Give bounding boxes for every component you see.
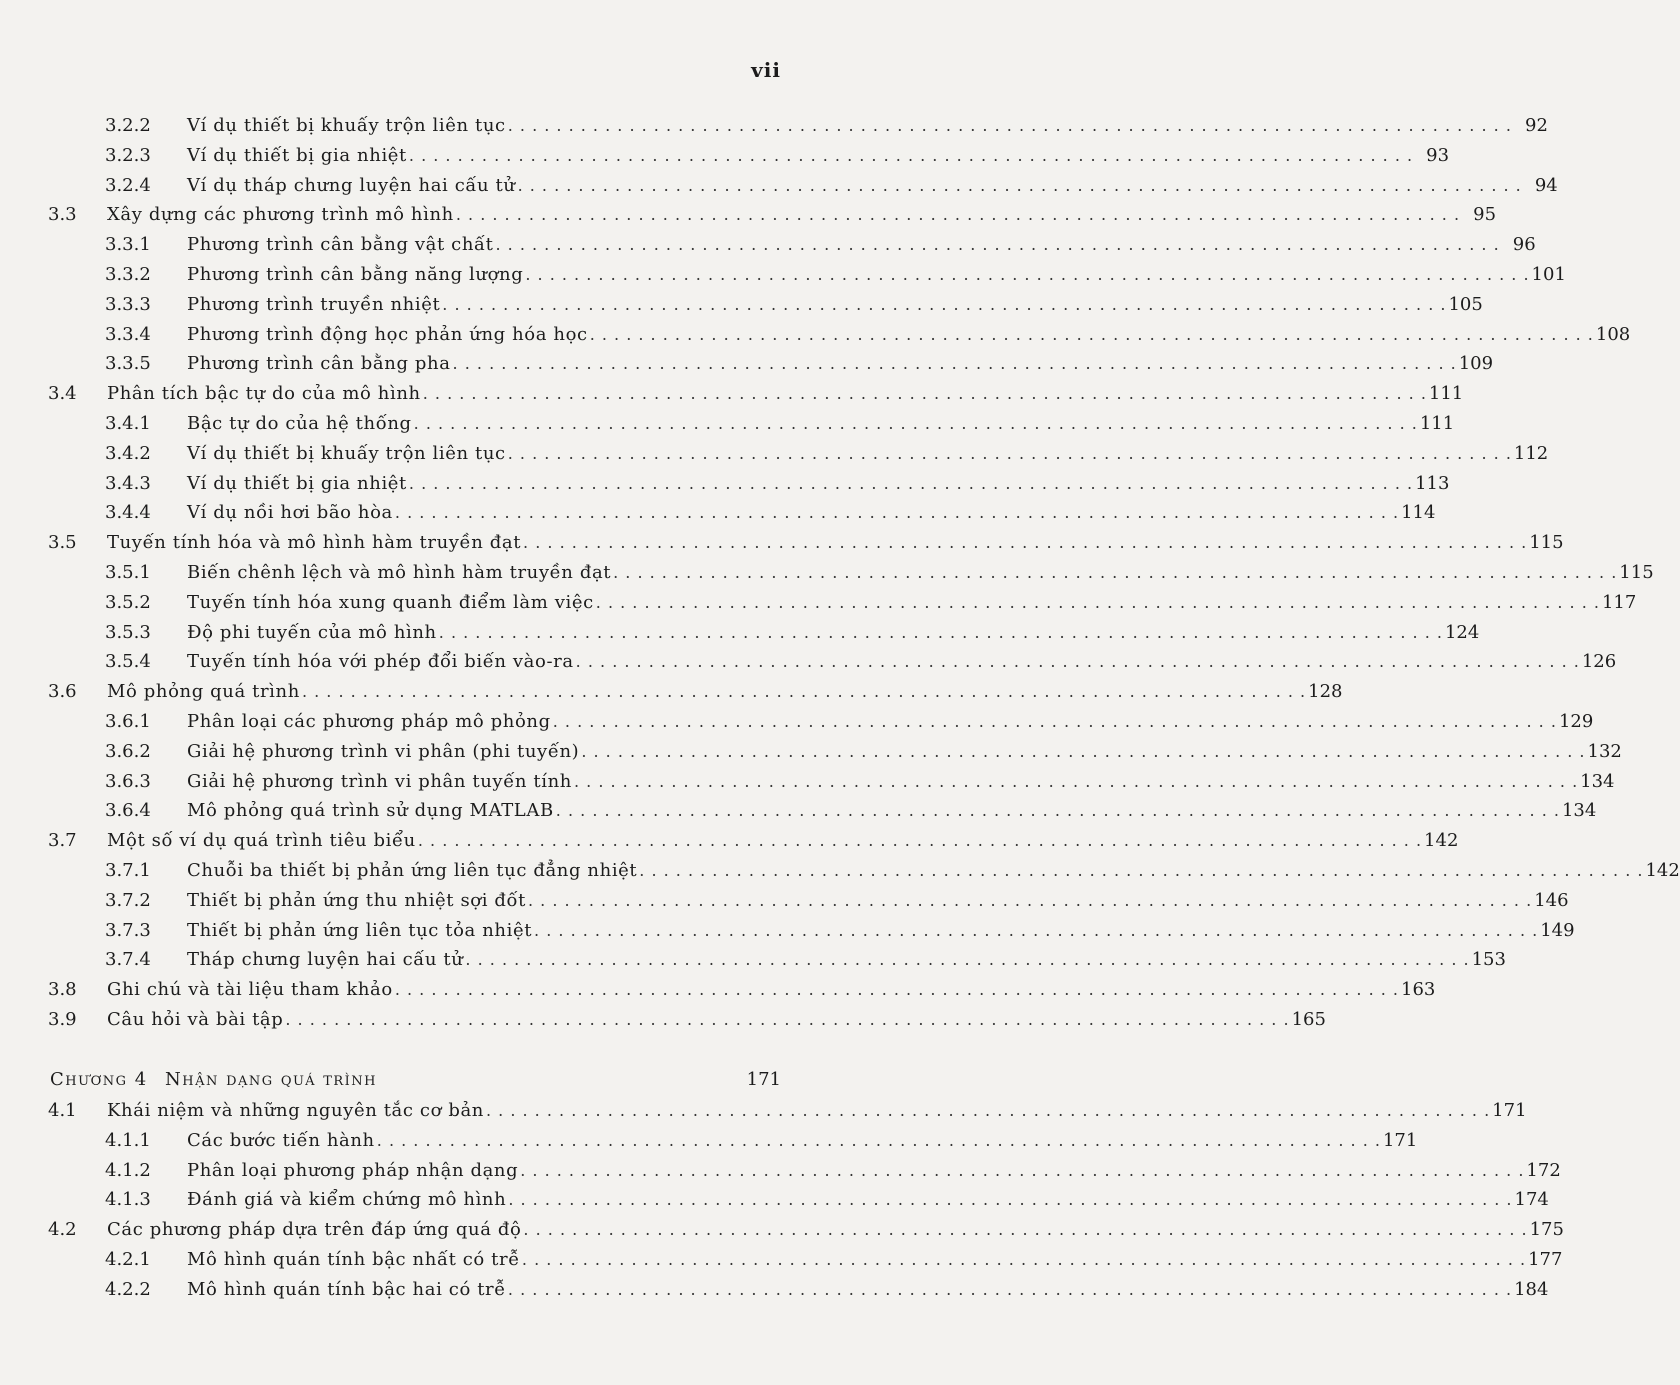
toc-entry-page: 134 <box>1580 771 1615 792</box>
toc-entry-title: Phương trình cân bằng năng lượng <box>187 264 524 285</box>
toc-entry[interactable] <box>0 886 1569 916</box>
toc-entry-page: 174 <box>1514 1189 1549 1210</box>
toc-entry-title: Phương trình truyền nhiệt <box>187 294 441 315</box>
dot-leader: . . . . . . . . . . . . . . . . . . . . . . . . . . . . . . . . . . . . . . . . . . . . . . . . . . . . . . . . . . . . . . . . . . . . . . . . . . . . . . . . . . . <box>438 623 1443 642</box>
toc-entry-number: 3.8 <box>48 979 77 1000</box>
toc-entry-number: 3.4.2 <box>105 443 151 464</box>
toc-entry-page: 92 <box>1525 115 1548 136</box>
dot-leader: . . . . . . . . . . . . . . . . . . . . . . . . . . . . . . . . . . . . . . . . . . . . . . . . . . . . . . . . . . . . . . . . . . . . . . . . . . . . . . . . . . . <box>517 176 1522 195</box>
toc-entry-page: 105 <box>1448 294 1483 315</box>
toc-entry[interactable] <box>0 975 1436 1005</box>
toc-entry-page: 95 <box>1473 204 1497 225</box>
dot-leader: . . . . . . . . . . . . . . . . . . . . . . . . . . . . . . . . . . . . . . . . . . . . . . . . . . . . . . . . . . . . . . . . . . . . . . . . . . . . . . . . . . . <box>417 831 1423 850</box>
toc-entry[interactable] <box>0 260 1566 290</box>
toc-entry-number: 3.5.4 <box>105 651 151 672</box>
page-number: vii <box>751 58 781 82</box>
toc-entry-number: 4.2.2 <box>105 1279 151 1300</box>
toc-entry-number: 4.1.2 <box>105 1160 151 1181</box>
toc-entry[interactable] <box>0 677 1343 707</box>
dot-leader: . . . . . . . . . . . . . . . . . . . . . . . . . . . . . . . . . . . . . . . . . . . . . . . . . . . . . . . . . . . . . . . . . . . . . . . . . . . . . . . . . . . <box>285 1010 1290 1029</box>
dot-leader: . . . . . . . . . . . . . . . . . . . . . . . . . . . . . . . . . . . . . . . . . . . . . . . . . . . . . . . . . . . . . . . . . . . . . . . . . . . . . . . . . . . <box>555 801 1560 820</box>
toc-entry-number: 3.7.3 <box>105 920 151 941</box>
dot-leader: . . . . . . . . . . . . . . . . . . . . . . . . . . . . . . . . . . . . . . . . . . . . . . . . . . . . . . . . . . . . . . . . . . . . . . . . . . . . . . . . . . . <box>589 325 1594 344</box>
toc-entry-number: 3.3.5 <box>105 353 151 374</box>
dot-leader: . . . . . . . . . . . . . . . . . . . . . . . . . . . . . . . . . . . . . . . . . . . . . . . . . . . . . . . . . . . . . . . . . . . . . . . . . . . . . . . . . . . <box>508 1190 1513 1209</box>
toc-entry-title: Ví dụ nồi hơi bão hòa <box>187 502 393 523</box>
toc-entry[interactable] <box>0 1096 1527 1126</box>
toc-entry-title: Xây dựng các phương trình mô hình <box>107 204 454 225</box>
toc-entry-page: 146 <box>1534 890 1569 911</box>
toc-entry-title: Phân loại phương pháp nhận dạng <box>187 1160 519 1181</box>
dot-leader: . . . . . . . . . . . . . . . . . . . . . . . . . . . . . . . . . . . . . . . . . . . . . . . . . . . . . . . . . . . . . . . . . . . . . . . . . . . . . . . . . . . <box>465 950 1470 969</box>
toc-entry[interactable] <box>0 349 1494 379</box>
toc-entry[interactable] <box>0 230 1536 260</box>
toc-entry-number: 4.1.3 <box>105 1189 151 1210</box>
toc-entry[interactable] <box>0 558 1654 588</box>
toc-entry-title: Tháp chưng luyện hai cấu tử <box>187 949 464 970</box>
toc-entry-page: 171 <box>1492 1100 1527 1121</box>
toc-entry-title: Mô phỏng quá trình <box>107 681 300 702</box>
dot-leader: . . . . . . . . . . . . . . . . . . . . . . . . . . . . . . . . . . . . . . . . . . . . . . . . . . . . . . . . . . . . . . . . . . . . . . . . . . . . . . . . . . . <box>376 1131 1381 1150</box>
dot-leader: . . . . . . . . . . . . . . . . . . . . . . . . . . . . . . . . . . . . . . . . . . . . . . . . . . . . . . . . . . . . . . . . . . . . . . . . . . . . . . . . . . . <box>442 295 1447 314</box>
toc-entry-page: 113 <box>1415 473 1450 494</box>
toc-entry-title: Ví dụ thiết bị gia nhiệt <box>187 145 407 166</box>
toc-entry-number: 3.5.1 <box>105 562 151 583</box>
toc-entry-title: Mô phỏng quá trình sử dụng MATLAB <box>187 800 554 821</box>
toc-entry[interactable] <box>0 171 1558 201</box>
toc-entry-title: Bậc tự do của hệ thống <box>187 413 412 434</box>
toc-entry[interactable] <box>0 498 1436 528</box>
toc-entry-page: 101 <box>1531 264 1566 285</box>
dot-leader: . . . . . . . . . . . . . . . . . . . . . . . . . . . . . . . . . . . . . . . . . . . . . . . . . . . . . . . . . . . . . . . . . . . . . . . . . . . . . . . . . . . <box>485 1101 1491 1120</box>
dot-leader: . . . . . . . . . . . . . . . . . . . . . . . . . . . . . . . . . . . . . . . . . . . . . . . . . . . . . . . . . . . . . . . . . . . . . . . . . . . . . . . . . . . <box>528 891 1533 910</box>
dot-leader: . . . . . . . . . . . . . . . . . . . . . . . . . . . . . . . . . . . . . . . . . . . . . . . . . . . . . . . . . . . . . . . . . . . . . . . . . . . . . . . . . . . <box>452 354 1457 373</box>
toc-entry-title: Tuyến tính hóa xung quanh điểm làm việc <box>187 592 594 613</box>
toc-entry-page: 132 <box>1587 741 1622 762</box>
toc-entry[interactable] <box>0 290 1483 320</box>
toc-entry[interactable] <box>0 647 1617 677</box>
toc-entry-page: 171 <box>1382 1130 1418 1151</box>
toc-entry-page: 128 <box>1308 681 1343 702</box>
toc-entry-page: 111 <box>1428 383 1464 404</box>
toc-entry-number: 3.6.3 <box>105 771 151 792</box>
toc-entry-number: 3.5.3 <box>105 622 151 643</box>
chapter-heading[interactable] <box>0 1065 843 1095</box>
toc-entry-page: 109 <box>1458 353 1494 374</box>
toc-entry[interactable] <box>0 737 1622 767</box>
toc-entry[interactable] <box>0 796 1597 826</box>
toc-entry-number: 3.6.2 <box>105 741 151 762</box>
toc-entry[interactable] <box>0 1185 1549 1215</box>
toc-entry-title: Ví dụ thiết bị gia nhiệt <box>187 473 407 494</box>
toc-entry-number: 3.7.4 <box>105 949 151 970</box>
toc-entry-title: Phương trình cân bằng vật chất <box>187 234 494 255</box>
toc-entry-title: Một số ví dụ quá trình tiêu biểu <box>107 830 416 851</box>
toc-entry-title: Ví dụ tháp chưng luyện hai cấu tử <box>187 175 516 196</box>
toc-entry[interactable] <box>0 141 1450 171</box>
dot-leader: . . . . . . . . . . . . . . . . . . . . . . . . . . . . . . . . . . . . . . . . . . . . . . . . . . . . . . . . . . . . . . . . . . . . . . . . . . . . . . . . . . . <box>613 563 1618 582</box>
toc-entry-number: 3.7.1 <box>105 860 151 881</box>
toc-entry[interactable] <box>0 379 1464 409</box>
toc-entry-page: 177 <box>1528 1249 1563 1270</box>
toc-entry-title: Câu hỏi và bài tập <box>107 1009 284 1030</box>
dot-leader: . . . . . . . . . . . . . . . . . . . . . . . . . . . . . . . . . . . . . . . . . . . . . . . . . . . . . . . . . . . . . . . . . . . . . . . . . . . . . . . . . . . <box>413 414 1418 433</box>
dot-leader: . . . . . . . . . . . . . . . . . . . . . . . . . . . . . . . . . . . . . . . . . . . . . . . . . . . . . . . . . . . . . . . . . . . . . . . . . . . . . . . . . . . <box>495 235 1500 254</box>
toc-entry[interactable] <box>0 320 1631 350</box>
toc-entry-title: Thiết bị phản ứng thu nhiệt sợi đốt <box>187 890 526 911</box>
toc-entry-number: 3.3.2 <box>105 264 151 285</box>
toc-entry[interactable] <box>0 945 1506 975</box>
toc-entry[interactable] <box>0 111 1548 141</box>
dot-leader: . . . . . . . . . . . . . . . . . . . . . . . . . . . . . . . . . . . . . . . . . . . . . . . . . . . . . . . . . . . . . . . . . . . . . . . . . . . . . . . . . . . <box>408 146 1414 165</box>
toc-entry-number: 4.2.1 <box>105 1249 151 1270</box>
toc-entry[interactable] <box>0 469 1450 499</box>
chapter-label: Chương 4 <box>50 1069 148 1090</box>
toc-entry-page: 142 <box>1645 860 1680 881</box>
toc-entry-title: Biến chênh lệch và mô hình hàm truyền đạt <box>187 562 612 583</box>
toc-entry-title: Phương trình cân bằng pha <box>187 353 451 374</box>
toc-entry-title: Khái niệm và những nguyên tắc cơ bản <box>107 1100 484 1121</box>
toc-entry[interactable] <box>0 200 1497 230</box>
toc-entry-title: Thiết bị phản ứng liên tục tỏa nhiệt <box>187 920 533 941</box>
dot-leader: . . . . . . . . . . . . . . . . . . . . . . . . . . . . . . . . . . . . . . . . . . . . . . . . . . . . . . . . . . . . . . . . . . . . . . . . . . . . . . . . . . . <box>595 593 1600 612</box>
dot-leader: . . . . . . . . . . . . . . . . . . . . . . . . . . . . . . . . . . . . . . . . . . . . . . . . . . . . . . . . . . . . . . . . . . . . . . . . . . . . . . . . . . . <box>507 444 1512 463</box>
toc-entry-title: Giải hệ phương trình vi phân (phi tuyến) <box>187 741 580 762</box>
toc-entry-title: Phương trình động học phản ứng hóa học <box>187 324 588 345</box>
toc-entry-number: 3.4.1 <box>105 413 151 434</box>
toc-entry-page: 115 <box>1619 562 1654 583</box>
toc-entry-title: Phân loại các phương pháp mô phỏng <box>187 711 551 732</box>
dot-leader: . . . . . . . . . . . . . . . . . . . . . . . . . . . . . . . . . . . . . . . . . . . . . . . . . . . . . . . . . . . . . . . . . . . . . . . . . . . . . . . . . . . <box>301 682 1307 701</box>
toc-entry[interactable] <box>0 528 1564 558</box>
toc-entry-title: Ví dụ thiết bị khuấy trộn liên tục <box>187 443 506 464</box>
toc-entry-title: Mô hình quán tính bậc hai có trễ <box>187 1279 506 1300</box>
toc-entry[interactable] <box>0 439 1549 469</box>
toc-entry-number: 3.3 <box>48 204 77 225</box>
toc-entry-number: 3.9 <box>48 1009 77 1030</box>
toc-entry[interactable] <box>0 618 1480 648</box>
dot-leader: . . . . . . . . . . . . . . . . . . . . . . . . . . . . . . . . . . . . . . . . . . . . . . . . . . . . . . . . . . . . . . . . . . . . . . . . . . . . . . . . . . . <box>455 205 1461 224</box>
toc-entry-page: 163 <box>1401 979 1436 1000</box>
toc-entry-number: 3.6.4 <box>105 800 151 821</box>
dot-leader: . . . . . . . . . . . . . . . . . . . . . . . . . . . . . . . . . . . . . . . . . . . . . . . . . . . . . . . . . . . . . . . . . . . . . . . . . . . . . . . . . . . <box>521 1250 1527 1269</box>
toc-entry[interactable] <box>0 707 1594 737</box>
toc-entry-title: Tuyến tính hóa và mô hình hàm truyền đạt <box>107 532 522 553</box>
toc-entry[interactable] <box>0 588 1637 618</box>
toc-entry-title: Giải hệ phương trình vi phân tuyến tính <box>187 771 572 792</box>
toc-entry-page: 94 <box>1534 175 1558 196</box>
toc-entry-page: 115 <box>1529 532 1564 553</box>
toc-entry[interactable] <box>0 916 1575 946</box>
dot-leader: . . . . . . . . . . . . . . . . . . . . . . . . . . . . . . . . . . . . . . . . . . . . . . . . . . . . . . . . . . . . . . . . . . . . . . . . . . . . . . . . . . . <box>520 1161 1525 1180</box>
dot-leader: . . . . . . . . . . . . . . . . . . . . . . . . . . . . . . . . . . . . . . . . . . . . . . . . . . . . . . . . . . . . . . . . . . . . . . . . . . . . . . . . . . . <box>575 652 1580 671</box>
toc-entry[interactable] <box>0 409 1455 439</box>
toc-entry-title: Tuyến tính hóa với phép đổi biến vào-ra <box>187 651 574 672</box>
dot-leader: . . . . . . . . . . . . . . . . . . . . . . . . . . . . . . . . . . . . . . . . . . . . . . . . . . . . . . . . . . . . . . . . . . . . . . . . . . . . . . . . . . . <box>507 116 1512 135</box>
toc-entry-page: 153 <box>1471 949 1506 970</box>
toc-entry[interactable] <box>0 1215 1564 1245</box>
toc-entry-number: 3.2.4 <box>105 175 151 196</box>
toc-entry-number: 3.5.2 <box>105 592 151 613</box>
dot-leader: . . . . . . . . . . . . . . . . . . . . . . . . . . . . . . . . . . . . . . . . . . . . . . . . . . . . . . . . . . . . . . . . . . . . . . . . . . . . . . . . . . . <box>581 742 1586 761</box>
toc-entry-number: 3.3.4 <box>105 324 151 345</box>
toc-entry-title: Đánh giá và kiểm chứng mô hình <box>187 1189 507 1210</box>
toc-entry-title: Phân tích bậc tự do của mô hình <box>107 383 421 404</box>
dot-leader: . . . . . . . . . . . . . . . . . . . . . . . . . . . . . . . . . . . . . . . . . . . . . . . . . . . . . . . . . . . . . . . . . . . . . . . . . . . . . . . . . . . <box>422 384 1427 403</box>
toc-entry-title: Các phương pháp dựa trên đáp ứng quá độ <box>107 1219 522 1240</box>
toc-entry[interactable] <box>0 856 1680 886</box>
toc-entry[interactable] <box>0 1245 1563 1275</box>
chapter-page: 171 <box>746 1069 781 1090</box>
dot-leader: . . . . . . . . . . . . . . . . . . . . . . . . . . . . . . . . . . . . . . . . . . . . . . . . . . . . . . . . . . . . . . . . . . . . . . . . . . . . . . . . . . . <box>534 921 1539 940</box>
toc-entry-page: 134 <box>1561 800 1597 821</box>
toc-entry-number: 3.4.4 <box>105 502 151 523</box>
toc-entry[interactable] <box>0 1275 1549 1305</box>
toc-entry-number: 3.7 <box>48 830 77 851</box>
toc-entry-page: 117 <box>1601 592 1637 613</box>
toc-entry[interactable] <box>0 1005 1326 1035</box>
dot-leader: . . . . . . . . . . . . . . . . . . . . . . . . . . . . . . . . . . . . . . . . . . . . . . . . . . . . . . . . . . . . . . . . . . . . . . . . . . . . . . . . . . . <box>523 1220 1528 1239</box>
dot-leader: . . . . . . . . . . . . . . . . . . . . . . . . . . . . . . . . . . . . . . . . . . . . . . . . . . . . . . . . . . . . . . . . . . . . . . . . . . . . . . . . . . . <box>525 265 1530 284</box>
toc-entry-number: 4.1 <box>48 1100 77 1121</box>
toc-entry[interactable] <box>0 1156 1561 1186</box>
toc-entry-page: 149 <box>1540 920 1575 941</box>
toc-entry-page: 124 <box>1444 622 1480 643</box>
dot-leader: . . . . . . . . . . . . . . . . . . . . . . . . . . . . . . . . . . . . . . . . . . . . . . . . . . . . . . . . . . . . . . . . . . . . . . . . . . . . . . . . . . . <box>639 861 1644 880</box>
toc-entry-page: 96 <box>1512 234 1536 255</box>
toc-entry-number: 3.2.3 <box>105 145 151 166</box>
toc-entry-page: 184 <box>1514 1279 1549 1300</box>
toc-entry[interactable] <box>0 826 1459 856</box>
toc-entry-number: 3.5 <box>48 532 77 553</box>
toc-entry-number: 3.3.1 <box>105 234 151 255</box>
dot-leader: . . . . . . . . . . . . . . . . . . . . . . . . . . . . . . . . . . . . . . . . . . . . . . . . . . . . . . . . . . . . . . . . . . . . . . . . . . . . . . . . . . . <box>394 980 1399 999</box>
toc-entry-title: Ví dụ thiết bị khuấy trộn liên tục <box>187 115 506 136</box>
toc-entry-number: 3.2.2 <box>105 115 151 136</box>
toc-entry-page: 129 <box>1558 711 1594 732</box>
toc-entry-page: 165 <box>1291 1009 1326 1030</box>
toc-entry[interactable] <box>0 767 1615 797</box>
toc-entry-page: 108 <box>1595 324 1631 345</box>
toc-entry-number: 4.2 <box>48 1219 77 1240</box>
toc-entry-page: 114 <box>1401 502 1436 523</box>
toc-entry-title: Ghi chú và tài liệu tham khảo <box>107 979 393 1000</box>
toc-entry-number: 3.7.2 <box>105 890 151 911</box>
toc-entry-title: Chuỗi ba thiết bị phản ứng liên tục đẳng nhiệt <box>187 860 638 881</box>
toc-entry-page: 175 <box>1529 1219 1564 1240</box>
dot-leader: . . . . . . . . . . . . . . . . . . . . . . . . . . . . . . . . . . . . . . . . . . . . . . . . . . . . . . . . . . . . . . . . . . . . . . . . . . . . . . . . . . . <box>552 712 1557 731</box>
toc-entry-title: Các bước tiến hành <box>187 1130 375 1151</box>
toc-entry-number: 3.6 <box>48 681 77 702</box>
toc-entry-title: Mô hình quán tính bậc nhất có trễ <box>187 1249 520 1270</box>
dot-leader: . . . . . . . . . . . . . . . . . . . . . . . . . . . . . . . . . . . . . . . . . . . . . . . . . . . . . . . . . . . . . . . . . . . . . . . . . . . . . . . . . . . <box>408 474 1414 493</box>
toc-entry-number: 3.6.1 <box>105 711 151 732</box>
chapter-title: Nhận dạng quá trình <box>165 1069 377 1090</box>
toc-entry-page: 142 <box>1424 830 1459 851</box>
dot-leader: . . . . . . . . . . . . . . . . . . . . . . . . . . . . . . . . . . . . . . . . . . . . . . . . . . . . . . . . . . . . . . . . . . . . . . . . . . . . . . . . . . . <box>394 503 1400 522</box>
toc-entry-page: 126 <box>1581 651 1617 672</box>
toc-entry-number: 3.3.3 <box>105 294 151 315</box>
toc-entry-page: 111 <box>1419 413 1455 434</box>
toc-entry-page: 93 <box>1426 145 1450 166</box>
dot-leader: . . . . . . . . . . . . . . . . . . . . . . . . . . . . . . . . . . . . . . . . . . . . . . . . . . . . . . . . . . . . . . . . . . . . . . . . . . . . . . . . . . . <box>507 1280 1513 1299</box>
dot-leader: . . . . . . . . . . . . . . . . . . . . . . . . . . . . . . . . . . . . . . . . . . . . . . . . . . . . . . . . . . . . . . . . . . . . . . . . . . . . . . . . . . . <box>573 772 1579 791</box>
toc-entry-title: Độ phi tuyến của mô hình <box>187 622 437 643</box>
toc-entry-number: 4.1.1 <box>105 1130 151 1151</box>
toc-entry[interactable] <box>0 1126 1418 1156</box>
toc-entry-number: 3.4 <box>48 383 77 404</box>
toc-entry-page: 112 <box>1513 443 1549 464</box>
toc-entry-page: 172 <box>1526 1160 1561 1181</box>
dot-leader: . . . . . . . . . . . . . . . . . . . . . . . . . . . . . . . . . . . . . . . . . . . . . . . . . . . . . . . . . . . . . . . . . . . . . . . . . . . . . . . . . . . <box>523 533 1528 552</box>
toc-entry-number: 3.4.3 <box>105 473 151 494</box>
